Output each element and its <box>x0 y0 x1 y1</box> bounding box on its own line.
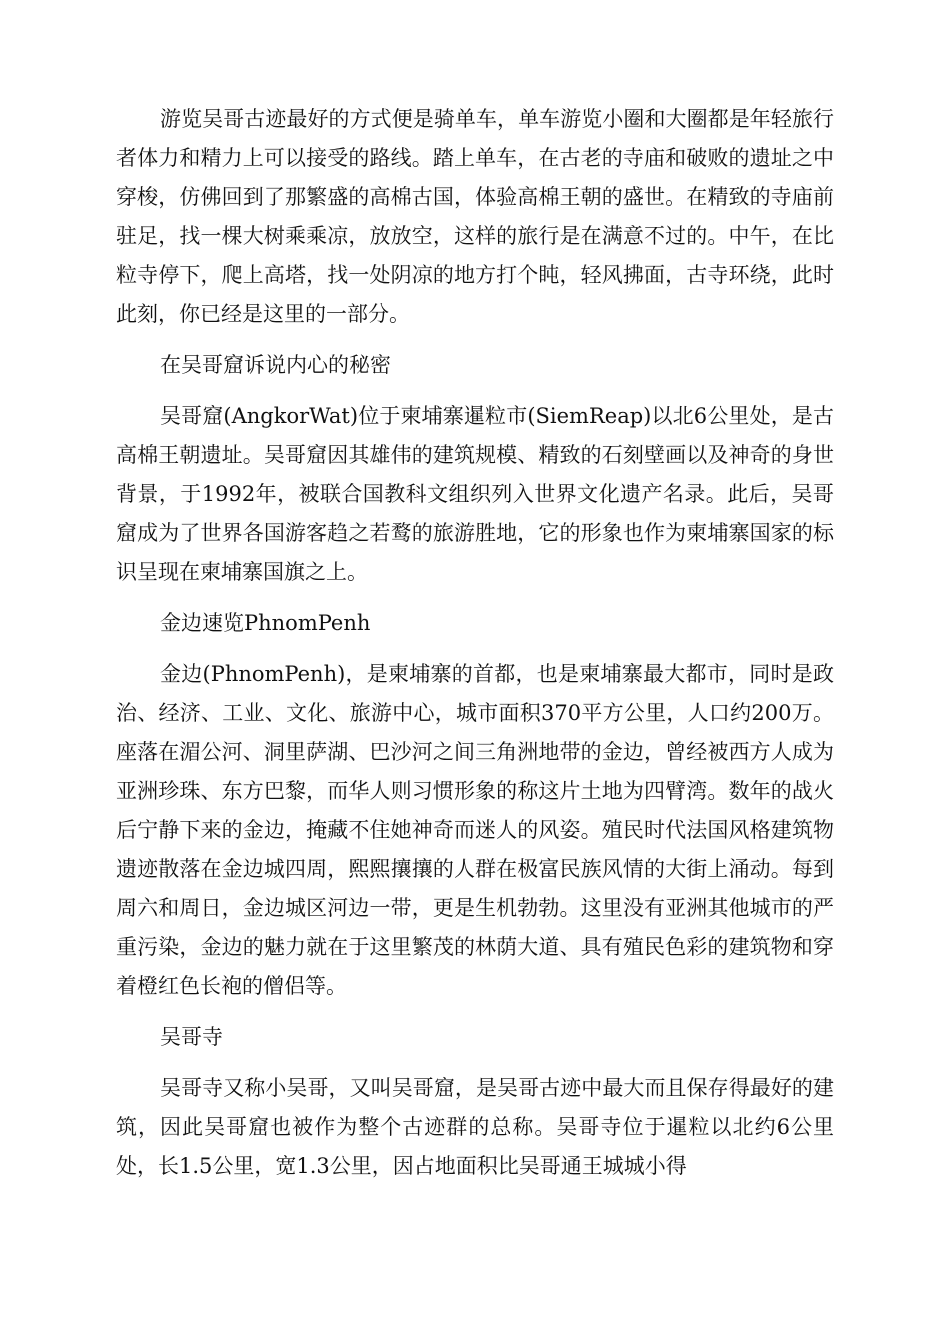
heading-angkor-temple: 吴哥寺 <box>160 1025 223 1049</box>
heading-phnom-penh: 金边速览PhnomPenh <box>160 611 371 635</box>
paragraph-angkor-wat: 吴哥窟(AngkorWat)位于柬埔寨暹粒市(SiemReap)以北6公里处，是古高棉王朝遗址。吴哥窟因其雄伟的建筑规模、精致的石刻壁画以及神奇的身世背景，于1992年，被联合国教科文组织列入世界文化遗产名录。此后，吴哥窟成为了世界各国游客趋之若鹜的旅游胜地，它的形象也作为柬埔寨国家的标识呈现在柬埔寨国旗之上。 <box>116 404 834 584</box>
heading-angkor-secret: 在吴哥窟诉说内心的秘密 <box>160 353 391 377</box>
document-page <box>116 100 834 1198</box>
paragraph-cycling: 游览吴哥古迹最好的方式便是骑单车，单车游览小圈和大圈都是年轻旅行者体力和精力上可以接受的路线。踏上单车，在古老的寺庙和破败的遗址之中穿梭，仿佛回到了那繁盛的高棉古国，体验高棉王朝的盛世。在精致的寺庙前驻足，找一棵大树乘乘凉，放放空，这样的旅行是在满意不过的。中午，在比粒寺停下，爬上高塔，找一处阴凉的地方打个盹，轻风拂面，古寺环绕，此时此刻，你已经是这里的一部分。 <box>116 107 834 326</box>
paragraph-phnom-penh: 金边(PhnomPenh)，是柬埔寨的首都，也是柬埔寨最大都市，同时是政治、经济、工业、文化、旅游中心，城市面积370平方公里，人口约200万。座落在湄公河、洞里萨湖、巴沙河之间三角洲地带的金边，曾经被西方人成为亚洲珍珠、东方巴黎，而华人则习惯形象的称这片土地为四臂湾。数年的战火后宁静下来的金边，掩藏不住她神奇而迷人的风姿。殖民时代法国风格建筑物遗迹散落在金边城四周，熙熙攘攘的人群在极富民族风情的大街上涌动。每到周六和周日，金边城区河边一带，更是生机勃勃。这里没有亚洲其他城市的严重污染，金边的魅力就在于这里繁茂的林荫大道、具有殖民色彩的建筑物和穿着橙红色长袍的僧侣等。 <box>116 662 834 998</box>
paragraph-angkor-temple: 吴哥寺又称小吴哥，又叫吴哥窟，是吴哥古迹中最大而且保存得最好的建筑，因此吴哥窟也被作为整个古迹群的总称。吴哥寺位于暹粒以北约6公里处，长1.5公里，宽1.3公里，因占地面积比吴哥通王城城小得 <box>116 1076 834 1178</box>
